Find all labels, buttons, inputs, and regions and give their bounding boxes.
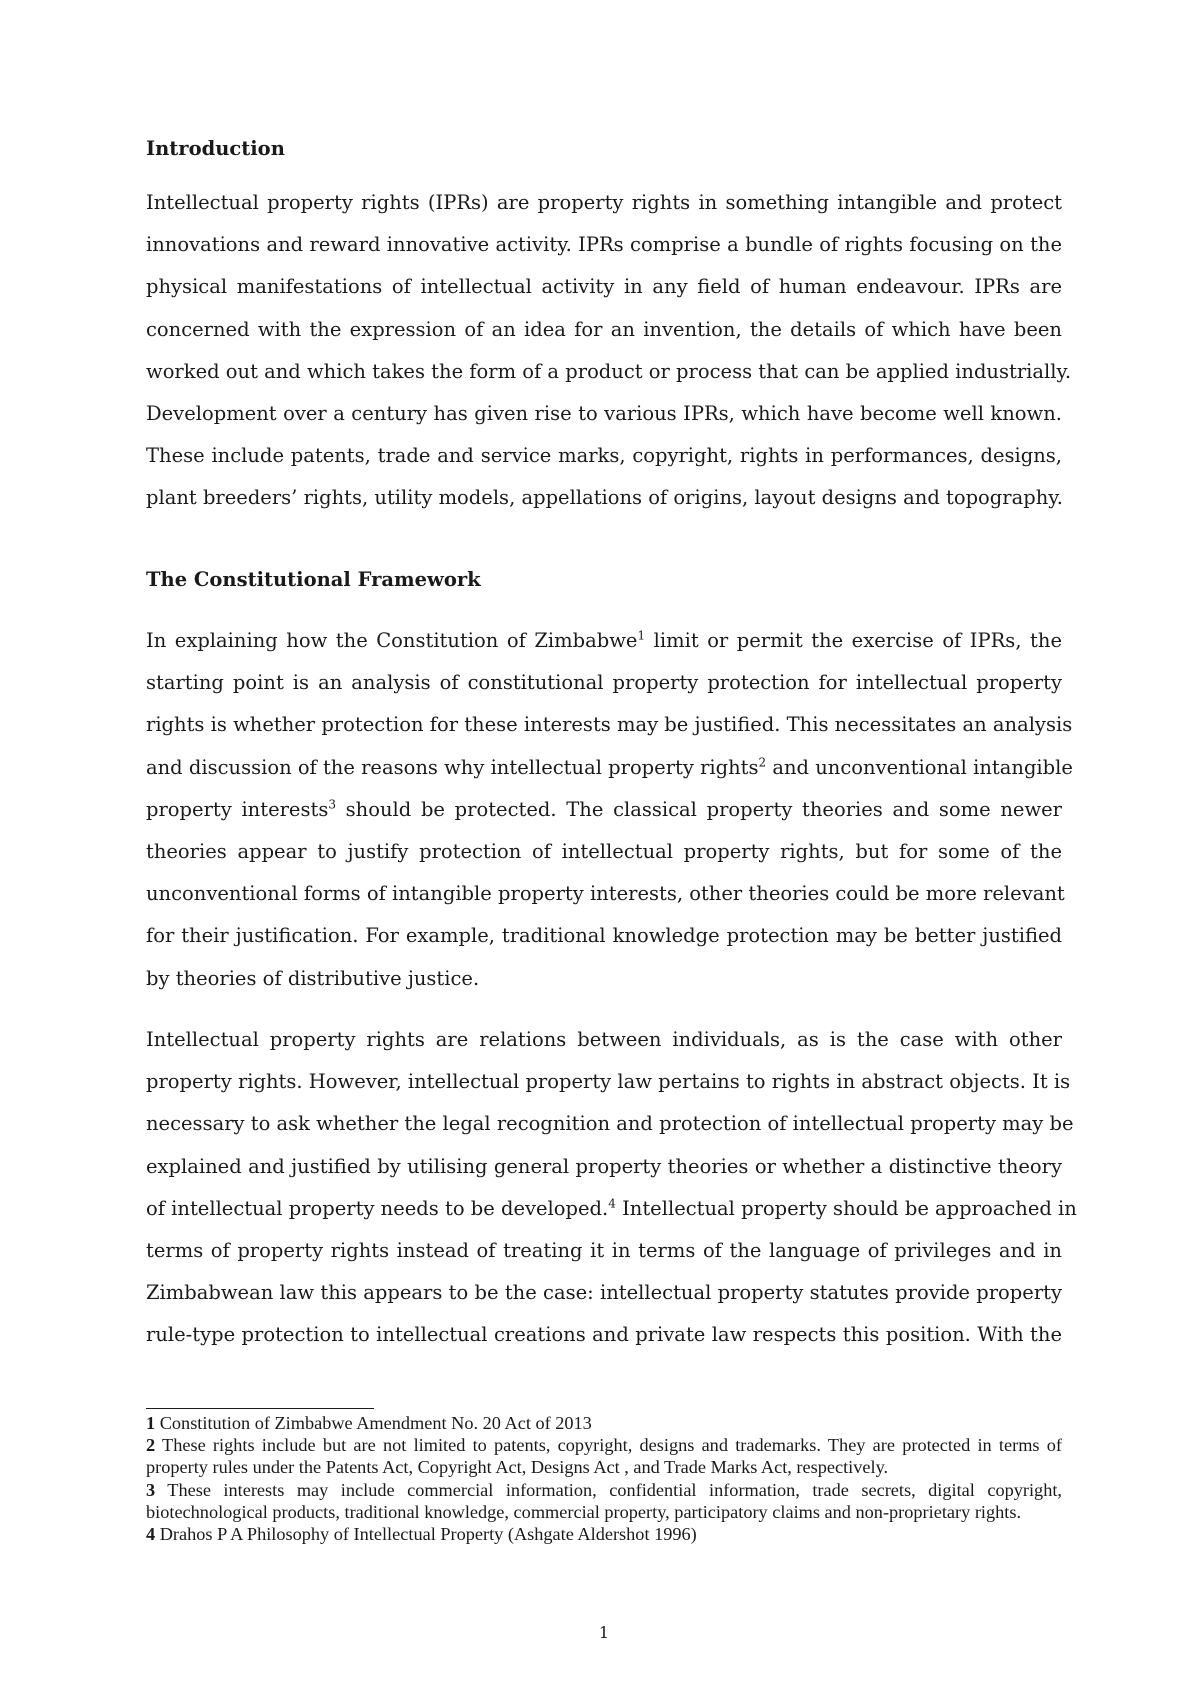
paragraph-line: worked out and which takes the form of a product or process that can be applied industrially. [146, 359, 1072, 383]
paragraph-line: plant breeders’ rights, utility models, appellations of origins, layout designs and topography. [146, 486, 1063, 510]
text-run: should be protected. The classical property theories and some newer [335, 797, 1062, 821]
paragraph-line: physical manifestations of intellectual activity in any field of human endeavour. IPRs are [146, 275, 1062, 299]
paragraph-line: Development over a century has given rise to various IPRs, which have become well known. [146, 402, 1062, 426]
paragraph-line: explained and justified by utilising general property theories or whether a distinctive theory [146, 1154, 1062, 1178]
text-run: and unconventional intangible [766, 755, 1073, 779]
footnote-number: 4 [146, 1524, 156, 1545]
footnote-number: 1 [146, 1413, 156, 1433]
footnote-4 [146, 1523, 1062, 1545]
footnote-ref-3[interactable]: 3 [328, 797, 336, 812]
paragraph-line: necessary to ask whether the legal recognition and protection of intellectual property may be [146, 1112, 1074, 1136]
page-number: 1 [598, 1623, 610, 1642]
footnote-text: Constitution of Zimbabwe Amendment No. 20 Act of 2013 [159, 1413, 592, 1433]
paragraph-line: rule-type protection to intellectual creations and private law respects this position. With the [146, 1323, 1062, 1347]
paragraph-line: by theories of distributive justice. [146, 966, 480, 990]
footnote-3 [146, 1479, 1062, 1523]
introduction-paragraph [146, 182, 1072, 520]
paragraph-line [146, 747, 1073, 789]
footnote-2 [146, 1434, 1062, 1478]
footnote-separator [146, 1408, 374, 1409]
paragraph-line [146, 789, 1062, 831]
footnote-text: These rights include but are not limited to patents, copyright, designs and trademarks. They are protected in terms of property rules under the Patents Act, Copyright Act, Designs Act , and Trade Marks Act, respectively. [146, 1435, 1062, 1478]
framework-paragraph-1 [146, 620, 1073, 1000]
text-run: In explaining how the Constitution of Zimbabwe [146, 629, 638, 652]
footnote-ref-4[interactable]: 4 [608, 1196, 616, 1211]
paragraph-line [146, 1188, 1077, 1230]
footnote-ref-2[interactable]: 2 [758, 755, 767, 770]
text-run: property interests [146, 797, 329, 821]
paragraph-line: These include patents, trade and service marks, copyright, rights in performances, designs, [146, 444, 1062, 468]
constitutional-framework-heading: The Constitutional Framework [146, 568, 481, 591]
footnote-text: Drahos P A Philosophy of Intellectual Property (Ashgate Aldershot 1996) [159, 1524, 697, 1545]
text-run: of intellectual property needs to be developed. [146, 1196, 609, 1220]
paragraph-line: Intellectual property rights are relations between individuals, as is the case with other [146, 1028, 1062, 1051]
paragraph-line: Zimbabwean law this appears to be the case: intellectual property statutes provide property [146, 1281, 1062, 1305]
paragraph-line: innovations and reward innovative activity. IPRs comprise a bundle of rights focusing on the [146, 233, 1062, 257]
framework-paragraph-2 [146, 1019, 1077, 1357]
text-run: Intellectual property should be approached in [615, 1196, 1077, 1220]
paragraph-line: terms of property rights instead of treating it in terms of the language of privileges and in [146, 1239, 1062, 1263]
paragraph-line: starting point is an analysis of constitutional property protection for intellectual property [146, 671, 1062, 695]
footnote-text: These interests may include commercial information, confidential information, trade secrets, digital copyright, biotechnological products, traditional knowledge, commercial property, participatory claims and non-proprietary rights. [146, 1479, 1062, 1522]
footnote-number: 2 [146, 1435, 156, 1456]
text-run: limit or permit the exercise of IPRs, the [645, 629, 1062, 652]
paragraph-line [146, 620, 1062, 662]
footnote-number: 3 [146, 1479, 156, 1500]
paragraph-line: Intellectual property rights (IPRs) are property rights in something intangible and protect [146, 191, 1062, 214]
introduction-heading: Introduction [146, 137, 285, 160]
footnote-ref-1[interactable]: 1 [637, 628, 646, 643]
paragraph-line: rights is whether protection for these interests may be justified. This necessitates an analysis [146, 713, 1073, 737]
paragraph-line: unconventional forms of intangible property interests, other theories could be more relevant [146, 882, 1065, 906]
footnotes [146, 1412, 1062, 1545]
paragraph-line: concerned with the expression of an idea for an invention, the details of which have been [146, 317, 1062, 341]
footnote-1 [146, 1412, 1062, 1434]
paragraph-line: property rights. However, intellectual property law pertains to rights in abstract objects. It is [146, 1070, 1071, 1094]
paragraph-line: theories appear to justify protection of intellectual property rights, but for some of the [146, 840, 1062, 864]
paragraph-line: for their justification. For example, traditional knowledge protection may be better justified [146, 924, 1062, 948]
text-run: and discussion of the reasons why intellectual property rights [146, 755, 759, 779]
document-page [146, 0, 1077, 1698]
